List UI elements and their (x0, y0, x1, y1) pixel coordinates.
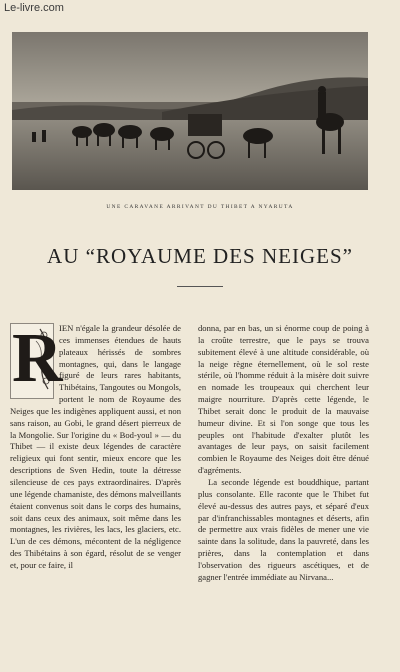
article-title: AU “ROYAUME DES NEIGES” (47, 244, 353, 268)
photo-caption: UNE CARAVANE ARRIVANT DU THIBET A NYARUTA (106, 204, 294, 210)
text-column-left (10, 323, 181, 669)
ornamental-dropcap (10, 323, 63, 399)
text-column-right (198, 323, 369, 669)
caravan-photo (12, 32, 368, 190)
title-rule (177, 286, 223, 287)
site-watermark: Le-livre.com (4, 2, 64, 14)
paragraph: donna, par en bas, un si énorme coup de poing à la croûte terrestre, que le pays se trouva subitement élevé à une altitude considérable, où la neige règne éternellement, où le sol reste stérile, où l'homme réduit à la misère doit suivre en nomade les troupeaux qui cherchent leur maigre nourriture. D'après cette légende, le Thibet serait donc le produit de la mauvaise humeur divine. Et si l'on songe que tous les peuples ont l'habitude d'exalter plutôt les avantages de leur pays, on saisit facilement combien le Royaume des Neiges doit être dénué d'agréments. (198, 323, 369, 476)
paragraph: La seconde légende est bouddhique, partant plus consolante. Elle raconte que le Thibet fut élevé au-dessus des autres pays, et séparé d'eux par d'infranchissables montagnes et déserts, afin de permettre aux vrais fidèles de mener une vie sainte dans la solitude, dans la pauvreté, dans les prières, dans la contemplation et dans l'observation des rigueurs ascétiques, et de gagner l'entrée immédiate au Nirvana... (198, 476, 369, 582)
dropcap-letter: R (12, 323, 63, 397)
paragraph: IEN n'égale la grandeur désolée de ces immenses étendues de hauts plateaux hérissés de sombres montagnes, qui, dans le langage figuré de leurs rares habitants, Thibétains, Tangoutes ou Mongols, portent le nom de Royaume des Neiges que les indigènes appliquent aussi, et non sans raison, au Gobi, le grand désert pierreux de la Mongolie. Sur l'origine du « Bod-youl » — du Thibet — il existe deux légendes de caractère religieux qui font sentir, mieux encore que les descriptions de Sven Hedin, toute la détresse silencieuse de ces pays extraordinaires. D'après une légende chamaniste, des démons malveillants étaient convenus soit dans le corps des humains, soit dans ceux des animaux, soit même dans les montagnes, les rivières, les lacs, les glaciers, etc. L'un de ces démons, mécontent de la négligence des Thibétains à son égard, résolut de se venger et, pour ce faire, il (10, 323, 181, 570)
